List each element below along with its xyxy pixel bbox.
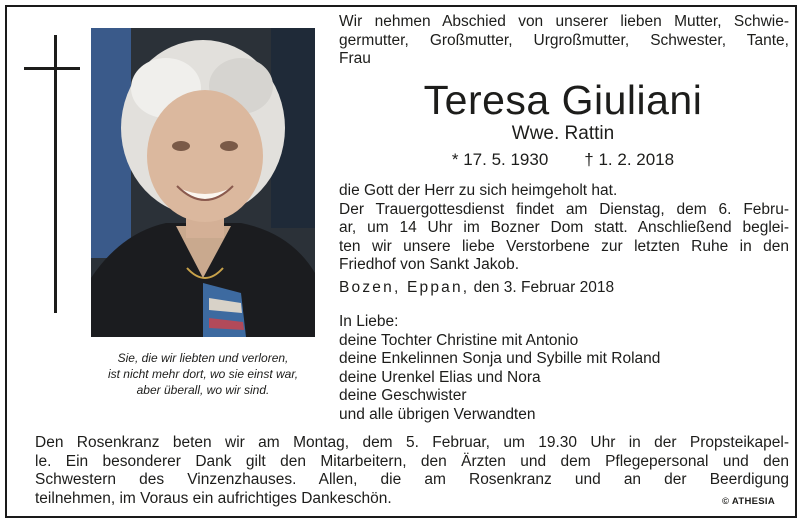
mourner-line: und alle übrigen Verwandten: [339, 405, 536, 423]
mourner-line: deine Tochter Christine mit Antonio: [339, 331, 579, 349]
mourner-line: deine Urenkel Elias und Nora: [339, 368, 541, 386]
deceased-name: Teresa Giuliani: [423, 77, 703, 123]
mourners-list: [339, 313, 789, 424]
announcement-line: ten wir unsere liebe Verstorbene zur letzten Ruhe in den: [339, 237, 789, 255]
intro-line: Wir nehmen Abschied von unserer lieben Mutter, Schwie-: [339, 13, 789, 30]
announcement-line: die Gott der Herr zu sich heimgeholt hat.: [339, 182, 618, 199]
intro-line: germutter, Großmutter, Urgroßmutter, Schwester, Tante,: [339, 31, 789, 49]
rosary-line: Den Rosenkranz beten wir am Montag, dem 5. Februar, um 19.30 Uhr in der Propsteikapel-: [35, 434, 789, 451]
memorial-quote: [91, 350, 315, 398]
rosary-line: le. Ein besonderer Dank gilt den Mitarbeitern, den Ärzten und dem Pflegepersonal und den: [35, 452, 789, 470]
rosary-line: Schwestern des Vinzenzhauses. Allen, die am Rosenkranz und an der Beerdigung: [35, 471, 789, 488]
portrait-photo: [91, 28, 315, 337]
announcement-text: [339, 182, 789, 275]
intro-line: Frau: [339, 50, 371, 67]
quote-line: aber überall, wo wir sind.: [136, 383, 270, 397]
death-date: † 1. 2. 2018: [584, 150, 675, 169]
birth-date: * 17. 5. 1930: [451, 150, 549, 169]
announcement-line: ar, um 14 Uhr im Bozner Dom statt. Anschließend beglei-: [339, 219, 789, 236]
mourner-line: deine Geschwister: [339, 387, 467, 404]
mourner-line: deine Enkelinnen Sonja und Sybille mit Roland: [339, 350, 661, 367]
life-dates: [339, 149, 787, 171]
announcement-line: Friedhof von Sankt Jakob.: [339, 256, 520, 273]
intro-text: [339, 13, 789, 69]
announcement-line: Der Trauergottesdienst findet am Dienstag, dem 6. Febru-: [339, 200, 789, 218]
date: den 3. Februar 2018: [473, 279, 615, 296]
rosary-text: [35, 434, 789, 508]
mourners-heading: In Liebe:: [339, 313, 399, 330]
quote-line: Sie, die wir liebten und verloren,: [117, 351, 289, 365]
place-date: [339, 279, 789, 298]
quote-line: ist nicht mehr dort, wo sie einst war,: [107, 367, 299, 381]
obituary-notice: [5, 5, 797, 518]
rosary-line: teilnehmen, im Voraus ein aufrichtiges Dankeschön.: [35, 489, 392, 507]
copyright-mark: © ATHESIA: [722, 496, 775, 507]
place: Bozen, Eppan,: [339, 279, 470, 296]
widow-of: Wwe. Rattin: [511, 123, 615, 144]
